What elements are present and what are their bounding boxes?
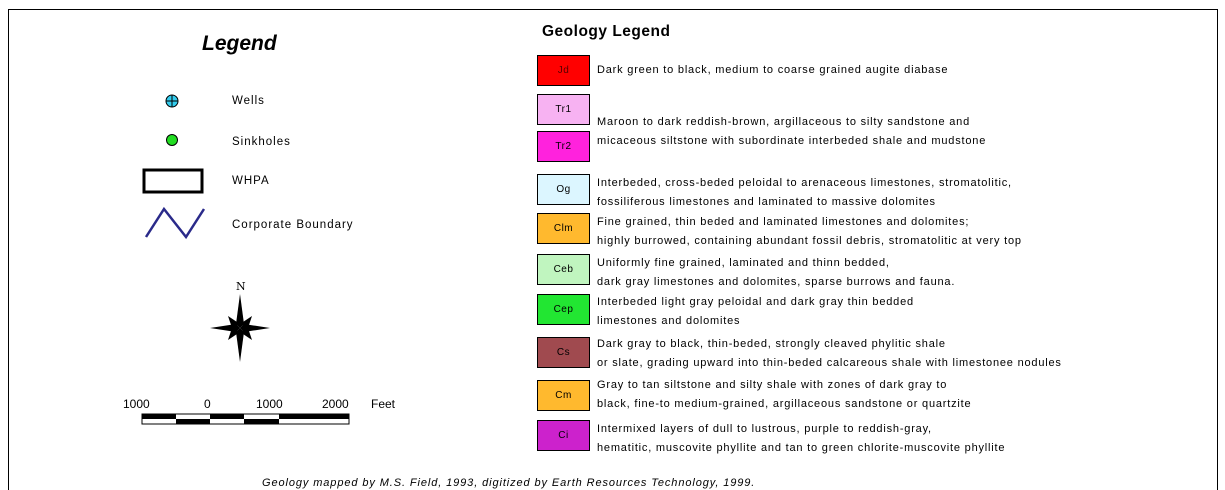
unit-swatch-og	[537, 174, 590, 205]
unit-code: Cs	[556, 347, 571, 358]
description-line: black, fine-to medium-grained, argillaceous sandstone or quartzite	[597, 398, 972, 410]
unit-code: Clm	[553, 223, 574, 234]
unit-code: Ci	[558, 430, 569, 441]
scale-tick-label: 1000	[123, 397, 150, 411]
unit-code: Ceb	[553, 264, 574, 275]
unit-description-jd	[597, 61, 948, 80]
unit-swatch-cs	[537, 337, 590, 368]
unit-swatch-ceb	[537, 254, 590, 285]
description-line: Fine grained, thin beded and laminated limestones and dolomites;	[597, 216, 970, 228]
frame-right-border	[1217, 9, 1218, 490]
scale-bar	[141, 413, 371, 427]
well-icon	[162, 91, 182, 111]
description-line: micaceous siltstone with subordinate interbeded shale and mudstone	[597, 135, 987, 147]
unit-description-cm	[597, 376, 971, 414]
unit-description-ci	[597, 420, 1005, 458]
description-line: highly burrowed, containing abundant fossil debris, stromatolitic at very top	[597, 235, 1022, 247]
unit-code: Cm	[555, 390, 572, 401]
sinkhole-icon	[162, 130, 182, 150]
description-line: Uniformly fine grained, laminated and thinn bedded,	[597, 257, 890, 269]
description-line: Interbeded, cross-beded peloidal to arenaceous limestones, stromatolitic,	[597, 177, 1012, 189]
unit-code: Og	[556, 184, 571, 195]
unit-swatch-tr2	[537, 131, 590, 162]
whpa-rectangle-icon	[142, 168, 206, 196]
description-line: hematitic, muscovite phyllite and tan to green chlorite-muscovite phyllite	[597, 442, 1006, 454]
legend-label-wells: Wells	[232, 95, 265, 107]
unit-description-og	[597, 174, 1012, 212]
corporate-boundary-line-icon	[142, 205, 208, 241]
frame-left-border	[8, 9, 9, 490]
legend-item-wells	[140, 88, 440, 122]
unit-code: Tr2	[555, 141, 572, 152]
unit-code: Tr1	[555, 104, 572, 115]
credit-line: Geology mapped by M.S. Field, 1993, digitized by Earth Resources Technology, 1999.	[262, 477, 756, 489]
description-line: or slate, grading upward into thin-beded calcareous shale with limestonee nodules	[597, 357, 1062, 369]
description-line: fossiliferous limestones and laminated to massive dolomites	[597, 196, 936, 208]
scale-tick-label: 1000	[256, 397, 283, 411]
legend-label-corporate-boundary: Corporate Boundary	[232, 219, 354, 231]
unit-description-cs	[597, 335, 1062, 373]
unit-description-cep	[597, 293, 914, 331]
unit-swatch-cm	[537, 380, 590, 411]
unit-swatch-cep	[537, 294, 590, 325]
north-arrow-icon	[208, 290, 272, 366]
description-line: limestones and dolomites	[597, 315, 741, 327]
geology-legend-title: Geology Legend	[542, 23, 671, 40]
description-line: Intermixed layers of dull to lustrous, purple to reddish-gray,	[597, 423, 932, 435]
unit-description-clm	[597, 213, 1022, 251]
unit-code: Cep	[553, 304, 574, 315]
legend-item-whpa	[140, 166, 440, 200]
scale-unit-label: Feet	[371, 397, 396, 411]
north-label: N	[236, 280, 246, 293]
legend-item-sinkholes	[140, 127, 440, 161]
unit-swatch-ci	[537, 420, 590, 451]
unit-swatch-jd	[537, 55, 590, 86]
legend-item-corporate-boundary	[140, 205, 440, 239]
legend-label-sinkholes: Sinkholes	[232, 136, 291, 148]
unit-swatch-clm	[537, 213, 590, 244]
description-line: Maroon to dark reddish-brown, argillaceous to silty sandstone and	[597, 116, 971, 128]
unit-description-ceb	[597, 254, 955, 292]
description-line: Interbeded light gray peloidal and dark gray thin bedded	[597, 296, 914, 308]
unit-swatch-tr1	[537, 94, 590, 125]
legend-label-whpa: WHPA	[232, 175, 270, 187]
scale-tick-label: 0	[204, 397, 211, 411]
legend-title: Legend	[202, 32, 277, 55]
frame-top-border	[8, 9, 1218, 10]
unit-code: Jd	[557, 65, 570, 76]
unit-description-tr	[597, 113, 986, 151]
description-line: dark gray limestones and dolomites, sparse burrows and fauna.	[597, 276, 956, 288]
scale-tick-label: 2000	[322, 397, 349, 411]
description-line: Gray to tan siltstone and silty shale with zones of dark gray to	[597, 379, 948, 391]
description-line: Dark green to black, medium to coarse grained augite diabase	[597, 64, 949, 76]
description-line: Dark gray to black, thin-beded, strongly cleaved phylitic shale	[597, 338, 946, 350]
